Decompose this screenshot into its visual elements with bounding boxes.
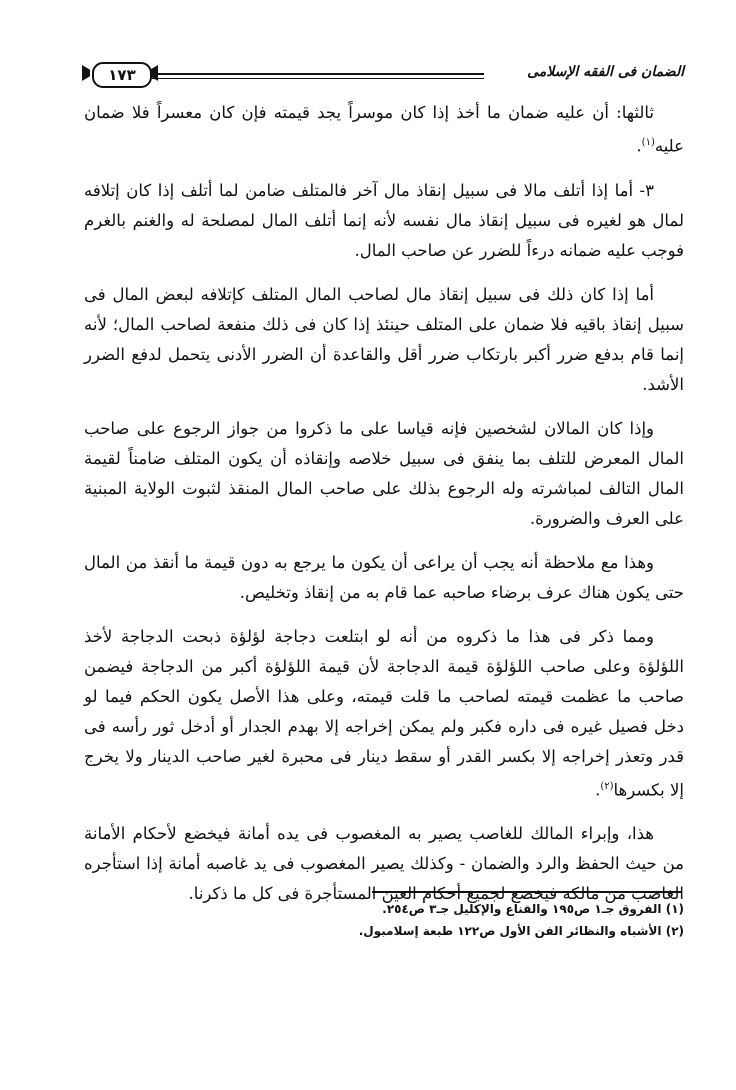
paragraph: أما إذا كان ذلك فى سبيل إنقاذ مال لصاحب المال المتلف كإتلافه لبعض المال فى سبيل إنقاذ باقيه فلا ضمان على المتلف حينئذ إذا كان فى ذلك منفعة لصاحب المال؛ لأنه إنما قام بدفع ضرر أكبر بارتكاب ضرر أقل والقاعدة أن الضرر الأدنى يتحمل لدفع الضرر الأشد. bbox=[84, 284, 684, 394]
body-text bbox=[84, 98, 684, 923]
footnote-1: (١) الفروق جـ١ ص١٩٥ والقناع والإكليل جـ٣ ص٢٥٤. bbox=[382, 902, 684, 916]
page-number: ١٧٣ bbox=[92, 62, 152, 88]
paragraph-text: ومما ذكر فى هذا ما ذكروه من أنه لو ابتلعت دجاجة لؤلؤة ذبحت الدجاجة لأخذ اللؤلؤة وعلى صاحب اللؤلؤة قيمة الدجاجة لأن قيمة اللؤلؤة أكبر من الدجاجة فيضمن صاحب ما عظمت قيمته لصاحب ما قلت قيمته، وعلى هذا الأصل يكون الحكم فيما لو دخل فصيل غيره فى داره فكبر ولم يمكن إخراجه إلا بهدم الجدار أو أدخل ثور رأسه فى قدر وتعذر إخراجه إلا بكسر القدر أو سقط دينار فى محبرة لغير صاحب الدينار ولا يخرج إلا بكسرها bbox=[84, 626, 684, 799]
paragraph-end: . bbox=[595, 780, 601, 799]
paragraph: وهذا مع ملاحظة أنه يجب أن يراعى أن يكون ما يرجع به دون قيمة ما أنقذ من المال حتى يكون هناك عرف برضاء صاحبه عما قام به من إنقاذ وتخليص. bbox=[84, 552, 684, 602]
footnote-ref: (١) bbox=[641, 137, 655, 148]
footnote-ref: (٢) bbox=[600, 780, 614, 792]
running-header bbox=[82, 62, 684, 88]
paragraph-text: ثالثها: أن عليه ضمان ما أخذ إذا كان موسراً يجد قيمته فإن كان معسراً فلا ضمان عليه bbox=[84, 103, 684, 156]
footnotes bbox=[300, 898, 684, 942]
footnote-2: (٢) الأشباه والنظائر الفن الأول ص١٢٢ طبعة إسلامبول. bbox=[358, 924, 684, 938]
paragraph bbox=[84, 622, 684, 806]
paragraph: ٣- أما إذا أتلف مالا فى سبيل إنقاذ مال آخر فالمتلف ضامن لما أتلف إذا كان إتلافه لمال هو لغيره فى سبيل إنقاذ مال نفسه لأنه إنما أتلف المال لمصلحة له والغنم بالغرم فوجب عليه ضمانه درءاً للضرر عن صاحب المال. bbox=[84, 180, 684, 260]
paragraph-end: . bbox=[636, 136, 642, 156]
header-rule bbox=[152, 73, 484, 79]
book-title: الضمان فى الفقه الإسلامى bbox=[527, 64, 684, 80]
paragraph bbox=[84, 98, 684, 162]
paragraph: وإذا كان المالان لشخصين فإنه قياسا على ما ذكروا من جواز الرجوع على صاحب المال المعرض للتلف بما ينفق فى سبيل خلاصه وإنقاذه أن يكون المتلف ضامناً لقيمة المال التالف لمباشرته وله الرجوع بذلك على صاحب المال المنقذ لثبوت الولاية المبنية على العرف والضرورة. bbox=[84, 418, 684, 528]
footnote-separator bbox=[372, 891, 682, 893]
ornament-left bbox=[82, 65, 90, 81]
paragraph: هذا، وإبراء المالك للغاصب يصير به المغصوب فى يده أمانة فيخضع لأحكام الأمانة من حيث الحفظ والرد والضمان - وكذلك يصير المغصوب فى يد غاصبه أمانة إذا استأجره الغاصب من مالكه فيخضع لجميع أحكام العين المستأجرة فى كل ما ذكرنا. bbox=[84, 824, 684, 903]
